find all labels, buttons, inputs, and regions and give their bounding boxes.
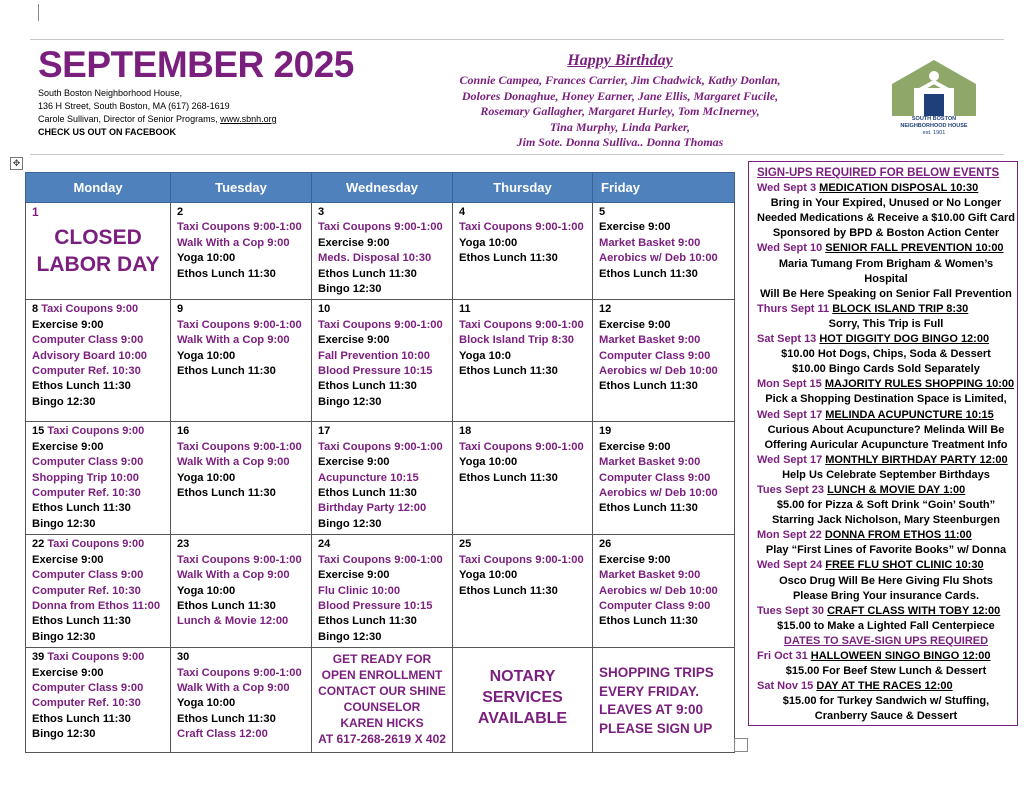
signup-event-date: Tues Sept 23: [757, 483, 828, 496]
birthday-line: Tina Murphy, Linda Parker,: [549, 119, 691, 134]
website-link[interactable]: www.sbnh.org: [220, 114, 277, 124]
event-item: Taxi Coupons 9:00-1:00: [177, 666, 302, 679]
event-item: Bingo 12:30: [32, 517, 96, 530]
day-header-wednesday: Wednesday: [312, 173, 453, 203]
day-header-thursday: Thursday: [453, 173, 593, 203]
day-number: 16: [177, 425, 190, 438]
signup-event: [757, 302, 1015, 317]
day-number: 24: [318, 538, 331, 551]
event-item: Blood Pressure 10:15: [318, 599, 433, 612]
facebook-callout: CHECK US OUT ON FACEBOOK: [38, 127, 177, 137]
event-item: Taxi Coupons 9:00-1:00: [177, 221, 302, 234]
event-item: Taxi Coupons 9:00: [47, 425, 145, 438]
calendar-day-cell: [171, 203, 312, 300]
event-item: Ethos Lunch 11:30: [318, 487, 417, 500]
event-item: Computer Class 9:00: [599, 471, 711, 484]
event-item: Ethos Lunch 11:30: [599, 380, 698, 393]
event-item: Ethos Lunch 11:30: [32, 380, 131, 393]
event-item: Walk With a Cop 9:00: [177, 569, 290, 582]
signup-event-description: $15.00 for Turkey Sandwich w/ Stuffing,: [782, 695, 990, 708]
event-item: Taxi Coupons 9:00-1:00: [318, 440, 443, 453]
event-item: Market Basket 9:00: [599, 569, 701, 582]
signup-event-description: $5.00 for Pizza & Soft Drink “Goin’ South”: [776, 499, 996, 512]
event-item: Ethos Lunch 11:30: [177, 599, 276, 612]
event-item: Walk With a Cop 9:00: [177, 334, 290, 347]
calendar-day-cell: [593, 300, 735, 422]
shopping-notice-line: PLEASE SIGN UP: [599, 720, 713, 736]
sbnh-logo: [884, 54, 984, 138]
calendar-week-row: [26, 535, 735, 648]
event-item: Bingo 12:30: [32, 630, 96, 643]
calendar-day-cell: [593, 535, 735, 648]
house-logo-icon: [884, 54, 984, 120]
signup-event: [757, 649, 1015, 664]
event-item: Yoga 10:00: [177, 252, 236, 265]
signup-event-description: $15.00 to Make a Lighted Fall Centerpiece: [777, 619, 995, 632]
table-move-handle-icon[interactable]: ✥: [10, 157, 23, 170]
event-item: Fall Prevention 10:00: [318, 349, 430, 362]
event-item: Yoga 10:00: [177, 697, 236, 710]
signup-event-date: Wed Sept 17: [757, 453, 826, 466]
signup-event-description: Pick a Shopping Destination Space is Limited,: [765, 393, 1007, 406]
signup-event: [757, 181, 1015, 196]
calendar-day-cell: [26, 648, 171, 753]
event-item: Exercise 9:00: [599, 318, 671, 331]
event-item: Aerobics w/ Deb 10:00: [599, 252, 718, 265]
event-item: Ethos Lunch 11:30: [318, 267, 417, 280]
signup-event-name: HOT DIGGITY DOG BINGO 12:00: [819, 333, 990, 346]
event-item: Ethos Lunch 11:30: [177, 712, 276, 725]
event-item: Exercise 9:00: [318, 236, 390, 249]
calendar-week-row: [26, 648, 735, 753]
header-divider: [30, 154, 1004, 155]
page-title: SEPTEMBER 2025: [38, 44, 354, 85]
signup-event-name: HALLOWEEN SINGO BINGO 12:00: [810, 650, 991, 662]
event-item: Ethos Lunch 11:30: [32, 615, 131, 628]
org-name: South Boston Neighborhood House,: [38, 88, 183, 98]
event-item: Computer Ref. 10:30: [32, 487, 141, 500]
signup-event-description: Play “First Lines of Favorite Books” w/ Donna: [765, 544, 1007, 557]
day-number: 9: [177, 303, 184, 316]
event-item: Donna from Ethos 11:00: [32, 599, 161, 612]
signup-event-description: $10.00 Hot Dogs, Chips, Soda & Dessert: [781, 348, 991, 361]
day-number: 4: [459, 206, 466, 218]
event-item: Computer Class 9:00: [32, 681, 144, 694]
event-item: Computer Ref. 10:30: [32, 584, 141, 597]
signup-event-name: BLOCK ISLAND TRIP 8:30: [832, 302, 969, 315]
event-item: Ethos Lunch 11:30: [459, 584, 558, 597]
signup-event-date: Wed Sept 24: [757, 559, 826, 572]
signup-event-description: Osco Drug Will Be Here Giving Flu Shots: [779, 574, 993, 587]
day-header-friday: Friday: [593, 173, 735, 203]
calendar-day-cell: [593, 203, 735, 300]
day-number: 23: [177, 538, 190, 551]
event-item: Ethos Lunch 11:30: [459, 252, 558, 265]
calendar-week-row: [26, 300, 735, 422]
event-item: Craft Class 12:00: [177, 728, 268, 741]
day-number: 18: [459, 425, 472, 438]
day-number: 12: [599, 303, 612, 316]
signup-event-description: Will Be Here Speaking on Senior Fall Prevention: [760, 287, 1012, 300]
event-item: Taxi Coupons 9:00: [47, 651, 145, 664]
event-item: Taxi Coupons 9:00-1:00: [459, 221, 584, 234]
event-item: Exercise 9:00: [599, 553, 671, 566]
signup-event: [757, 332, 1015, 347]
event-item: Yoga 10:00: [177, 349, 236, 362]
enrollment-notice-line: KAREN HICKS: [340, 716, 424, 731]
event-item: Exercise 9:00: [32, 318, 104, 331]
event-item: Exercise 9:00: [599, 221, 671, 234]
signup-event-name: MAJORITY RULES SHOPPING 10:00: [824, 378, 1015, 391]
event-item: Ethos Lunch 11:30: [32, 502, 131, 515]
signups-panel: [748, 161, 1018, 726]
event-item: Computer Class 9:00: [32, 334, 144, 347]
dates-to-save-heading: DATES TO SAVE-SIGN UPS REQUIRED: [783, 634, 989, 647]
calendar-day-cell: [171, 648, 312, 753]
day-number: 39 Taxi Coupons 9:00: [32, 651, 145, 664]
birthday-line: Dolores Donaghue, Honey Earner, Jane Ellis, Margaret Fucile,: [461, 88, 779, 103]
event-item: Advisory Board 10:00: [32, 349, 148, 362]
closed-notice: CLOSED: [54, 226, 142, 250]
signup-event-date: Mon Sept 22: [757, 529, 825, 542]
signups-heading: SIGN-UPS REQUIRED FOR BELOW EVENTS: [757, 167, 1000, 179]
signup-event-name: FREE FLU SHOT CLINIC 10:30: [825, 559, 984, 572]
day-number: 17: [318, 425, 331, 438]
signup-event-description: $15.00 For Beef Stew Lunch & Dessert: [785, 665, 987, 678]
event-item: Walk With a Cop 9:00: [177, 456, 290, 469]
signup-event-description: Please Bring Your insurance Cards.: [792, 589, 980, 602]
event-item: Taxi Coupons 9:00-1:00: [318, 221, 443, 234]
signup-event-description: Cranberry Sauce & Dessert: [814, 710, 958, 723]
calendar-day-cell: [171, 422, 312, 535]
calendar-day-cell: [26, 300, 171, 422]
event-item: Taxi Coupons 9:00-1:00: [459, 440, 584, 453]
signup-event-name: MONTHLY BIRTHDAY PARTY 12:00: [825, 453, 1008, 466]
signup-event-date: Sat Sept 13: [757, 333, 820, 346]
event-item: Aerobics w/ Deb 10:00: [599, 584, 718, 597]
event-item: Blood Pressure 10:15: [318, 365, 433, 378]
calendar-table: [25, 172, 735, 753]
day-number: 22 Taxi Coupons 9:00: [32, 538, 145, 551]
text-cursor: [38, 4, 39, 21]
event-item: Yoga 10:0: [459, 349, 512, 362]
event-item: Ethos Lunch 11:30: [459, 471, 558, 484]
calendar-day-cell: [26, 535, 171, 648]
calendar-day-cell: [312, 203, 453, 300]
day-number: 15 Taxi Coupons 9:00: [32, 425, 145, 438]
enrollment-notice-line: GET READY FOR: [332, 652, 432, 667]
event-item: Shopping Trip 10:00: [32, 471, 139, 484]
signup-event: [757, 377, 1015, 392]
signup-event-name: SENIOR FALL PREVENTION 10:00: [825, 242, 1004, 255]
event-item: Ethos Lunch 11:30: [599, 502, 698, 515]
closed-notice: LABOR DAY: [36, 253, 160, 277]
birthday-section: [400, 52, 840, 151]
calendar-header-row: [26, 173, 735, 203]
event-item: Market Basket 9:00: [599, 236, 701, 249]
event-item: Taxi Coupons 9:00-1:00: [318, 553, 443, 566]
signup-event-description: Curious About Acupuncture? Melinda Will Be: [767, 423, 1005, 436]
org-director: Carole Sullivan, Director of Senior Programs, www.sbnh.org: [38, 114, 277, 124]
day-number: 3: [318, 206, 325, 218]
event-item: Walk With a Cop 9:00: [177, 236, 290, 249]
event-item: Computer Ref. 10:30: [32, 697, 141, 710]
calendar-day-cell: [171, 300, 312, 422]
event-item: Exercise 9:00: [318, 569, 390, 582]
event-item: Taxi Coupons 9:00: [47, 538, 145, 551]
organization-address: [38, 87, 277, 139]
event-item: Ethos Lunch 11:30: [599, 615, 698, 628]
event-item: Ethos Lunch 11:30: [599, 267, 698, 280]
logo-text: SOUTH BOSTON NEIGHBORHOOD HOUSE est. 1901: [900, 116, 968, 136]
event-item: Bingo 12:30: [318, 283, 382, 296]
signup-event-name: DAY AT THE RACES 12:00: [816, 680, 953, 693]
calendar-day-cell: [453, 300, 593, 422]
event-item: Computer Class 9:00: [599, 599, 711, 612]
enrollment-notice-line: COUNSELOR: [343, 700, 421, 715]
shopping-notice-line: SHOPPING TRIPS: [599, 665, 714, 681]
event-item: Yoga 10:00: [177, 584, 236, 597]
calendar-day-cell: [312, 300, 453, 422]
org-street: 136 H Street, South Boston, MA (617) 268-1619: [38, 101, 230, 111]
event-item: Yoga 10:00: [459, 569, 518, 582]
event-item: Ethos Lunch 11:30: [32, 712, 131, 725]
notary-notice-line: AVAILABLE: [477, 710, 568, 728]
event-item: Walk With a Cop 9:00: [177, 681, 290, 694]
day-number: 26: [599, 538, 612, 551]
signup-event-description: Bring in Your Expired, Unused or No Longer: [770, 197, 1002, 210]
signup-event: [757, 408, 1015, 423]
event-item: Bingo 12:30: [318, 395, 382, 408]
event-item: Market Basket 9:00: [599, 334, 701, 347]
calendar-day-cell: [26, 422, 171, 535]
calendar-day-cell: [453, 535, 593, 648]
event-item: Yoga 10:00: [459, 456, 518, 469]
event-item: Birthday Party 12:00: [318, 502, 427, 515]
signup-event-name: MEDICATION DISPOSAL 10:30: [819, 182, 979, 195]
event-item: Bingo 12:30: [318, 517, 382, 530]
day-number: 5: [599, 206, 606, 218]
event-item: Bingo 12:30: [32, 728, 96, 741]
notary-notice-line: SERVICES: [482, 689, 563, 707]
enrollment-notice-line: OPEN ENROLLMENT: [321, 668, 443, 683]
calendar-week-row: [26, 203, 735, 300]
day-number: 30: [177, 651, 190, 664]
event-item: Acupuncture 10:15: [318, 471, 419, 484]
day-header-monday: Monday: [26, 173, 171, 203]
signup-event-description: $10.00 Bingo Cards Sold Separately: [792, 363, 980, 376]
enrollment-notice-line: AT 617-268-2619 X 402: [318, 732, 446, 747]
event-item: Ethos Lunch 11:30: [318, 615, 417, 628]
signup-event-description: Maria Tumang From Brigham & Women’s Hospital: [778, 257, 994, 285]
birthday-heading: Happy Birthday: [567, 52, 673, 69]
event-item: Exercise 9:00: [318, 456, 390, 469]
event-item: Block Island Trip 8:30: [459, 334, 575, 347]
event-item: Exercise 9:00: [599, 440, 671, 453]
signup-event: [757, 528, 1015, 543]
enrollment-notice-line: CONTACT OUR SHINE: [318, 684, 446, 699]
event-item: Ethos Lunch 11:30: [177, 365, 276, 378]
event-item: Bingo 12:30: [32, 395, 96, 408]
calendar-day-cell: [26, 203, 171, 300]
day-header-tuesday: Tuesday: [171, 173, 312, 203]
event-item: Ethos Lunch 11:30: [177, 267, 276, 280]
signup-event-date: Wed Sept 10: [757, 242, 826, 255]
event-item: Meds. Disposal 10:30: [318, 252, 432, 265]
signup-event-date: Fri Oct 31: [757, 650, 811, 662]
event-item: Taxi Coupons 9:00-1:00: [459, 318, 584, 331]
signup-event-description: Needed Medications & Receive a $10.00 Gift Card: [757, 212, 1015, 225]
event-item: Bingo 12:30: [318, 630, 382, 643]
shopping-notice-line: LEAVES AT 9:00: [599, 702, 704, 718]
event-item: Yoga 10:00: [177, 471, 236, 484]
event-item: Taxi Coupons 9:00-1:00: [459, 553, 584, 566]
calendar-day-cell: [453, 648, 593, 753]
signup-event-name: MELINDA ACUPUNCTURE 10:15: [825, 408, 994, 421]
calendar-day-cell: [312, 648, 453, 753]
event-item: Ethos Lunch 11:30: [318, 380, 417, 393]
event-item: Computer Class 9:00: [32, 569, 144, 582]
event-item: Aerobics w/ Deb 10:00: [599, 365, 718, 378]
event-item: Taxi Coupons 9:00-1:00: [177, 318, 302, 331]
signup-event: [757, 453, 1015, 468]
event-item: Exercise 9:00: [32, 440, 104, 453]
day-number: 1: [32, 205, 39, 219]
signup-event-name: CRAFT CLASS WITH TOBY 12:00: [827, 604, 1001, 617]
signup-event-date: Mon Sept 15: [757, 378, 825, 391]
event-item: Exercise 9:00: [318, 334, 390, 347]
signup-event: [757, 558, 1015, 573]
event-item: Computer Ref. 10:30: [32, 365, 141, 378]
signup-event-description: Offering Auricular Acupuncture Treatment Info: [764, 438, 1008, 451]
event-item: Exercise 9:00: [32, 666, 104, 679]
day-number: 2: [177, 206, 184, 218]
top-divider: [30, 39, 1004, 40]
table-resize-handle[interactable]: [734, 738, 748, 752]
day-number: 25: [459, 538, 472, 551]
calendar-day-cell: [593, 422, 735, 535]
event-item: Taxi Coupons 9:00-1:00: [177, 440, 302, 453]
calendar-day-cell: [171, 535, 312, 648]
event-item: Taxi Coupons 9:00-1:00: [177, 553, 302, 566]
calendar-day-cell: [312, 535, 453, 648]
birthday-line: Connie Campea, Frances Carrier, Jim Chadwick, Kathy Donlan,: [459, 73, 781, 87]
event-item: Lunch & Movie 12:00: [177, 615, 289, 628]
signup-event-description: Starring Jack Nicholson, Mary Steenburgen: [771, 514, 1000, 527]
signup-event-description: Help Us Celebrate September Birthdays: [782, 468, 990, 481]
event-item: Yoga 10:00: [459, 236, 518, 249]
event-item: Computer Class 9:00: [32, 456, 144, 469]
birthday-line: Jim Sote. Donna Sulliva.. Donna Thomas: [516, 135, 724, 149]
event-item: Ethos Lunch 11:30: [459, 365, 558, 378]
birthday-line: Rosemary Gallagher, Margaret Hurley, Tom McInerney,: [480, 104, 760, 118]
birthday-names: [400, 73, 840, 151]
day-number: 8 Taxi Coupons 9:00: [32, 303, 139, 316]
signup-event: [757, 483, 1015, 498]
event-item: Computer Class 9:00: [599, 349, 711, 362]
calendar-day-cell: [453, 422, 593, 535]
event-item: Taxi Coupons 9:00: [41, 303, 139, 316]
signup-event-date: Thurs Sept 11: [757, 302, 833, 315]
signup-event-date: Wed Sept 3: [757, 182, 820, 195]
calendar-week-row: [26, 422, 735, 535]
calendar-day-cell: [593, 648, 735, 753]
event-item: Flu Clinic 10:00: [318, 584, 401, 597]
signup-event: [757, 604, 1015, 619]
signup-event: [757, 679, 1015, 694]
shopping-notice-line: EVERY FRIDAY.: [599, 683, 700, 699]
signup-event-description: Sponsored by BPD & Boston Action Center: [772, 227, 1000, 240]
event-item: Taxi Coupons 9:00-1:00: [318, 318, 443, 331]
calendar-day-cell: [453, 203, 593, 300]
calendar-day-cell: [312, 422, 453, 535]
day-number: 10: [318, 303, 331, 316]
signup-event-name: LUNCH & MOVIE DAY 1:00: [827, 483, 966, 496]
day-number: 11: [459, 303, 471, 316]
signup-event-date: Sat Nov 15: [757, 680, 817, 693]
event-item: Aerobics w/ Deb 10:00: [599, 487, 718, 500]
notary-notice-line: NOTARY: [489, 668, 556, 686]
signup-event-date: Wed Sept 17: [757, 408, 826, 421]
event-item: Market Basket 9:00: [599, 456, 701, 469]
signup-event: [757, 241, 1015, 256]
signup-event-date: Tues Sept 30: [757, 604, 828, 617]
signup-event-name: DONNA FROM ETHOS 11:00: [824, 529, 972, 542]
day-number: 19: [599, 425, 612, 438]
event-item: Ethos Lunch 11:30: [177, 487, 276, 500]
signup-event-description: Sorry, This Trip is Full: [828, 317, 944, 330]
event-item: Exercise 9:00: [32, 553, 104, 566]
